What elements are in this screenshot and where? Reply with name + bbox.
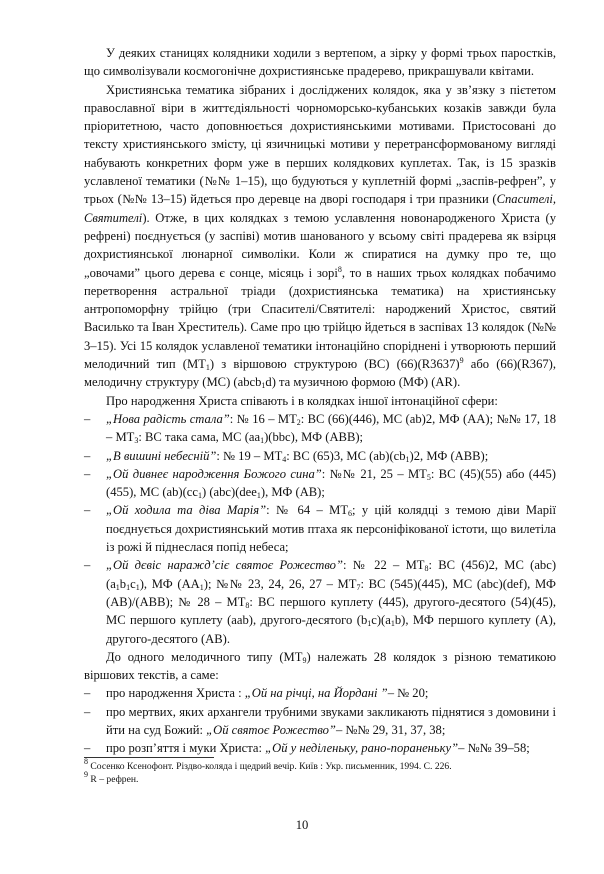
footnote-ref-8[interactable]: 8 xyxy=(337,264,342,274)
footnote-ref-9[interactable]: 9 xyxy=(459,356,464,366)
page-number: 10 xyxy=(295,818,309,832)
theme-list xyxy=(84,684,556,757)
footnote-9: $^9$ R – рефрен. xyxy=(84,770,139,785)
list-item: – „Ой дивнеє народження Божого сина”: №№ 21, $25 - МТ_5$: ВС (45)(55) або (445)(455), МС $(ab)(cc_1)$ (abc)(dee$_1$), МФ (АВ); xyxy=(84,466,556,501)
paragraph-melodic-type-9: До одного мелодичного типу $(МТ_9)$ належать 28 колядок з різною тематикою віршових текстів, а саме: xyxy=(84,649,556,683)
paragraph-other-sphere: Про народження Христа співають і в колядках іншої інтонаційної сфери: xyxy=(106,393,498,408)
list-item: – про народження Христа : „Ой на річці, на Йордані ”– № 20; xyxy=(84,686,429,701)
carol-type-list xyxy=(84,410,556,648)
footnote-divider xyxy=(84,757,214,758)
list-item: – про розп’яття і муки Христа: „Ой у неділеньку, рано-пораненьку”– №№ 39–58; xyxy=(84,741,530,756)
paragraph-vertep: У деяких станицях колядники ходили з вертепом, а зірку у формі трьох паростків, що символізували космогонічне дохристиянське прадерево, прикрашували квітами. xyxy=(84,46,556,79)
body-text xyxy=(84,44,556,758)
list-item: – „Нова радість стала”: № $16 - МТ_2$: ВС (66)(446), МС (ab)2, МФ (АА); №№ 17, $18 - МТ_3$: ВС така сама, МС $(aa_1)(bbc)$, МФ (АВВ); xyxy=(84,411,556,446)
list-item: – про мертвих, яких архангели трубними звуками закликають піднятися з домовини і йти на суд Божий: „Ой святоє Рожество”– №№ 29, 31, 37, 38; xyxy=(84,704,556,737)
footnote-8: $^8$ Сосенко Ксенофонт. Різдво-коляда і щедрий вечір. Київ : Укр. письменник, 1994. С. 226. xyxy=(84,757,452,772)
footnotes xyxy=(84,757,556,786)
list-item: – „В вишині небесній”: № $19 - МТ_4$: ВС (65)3, МС $(ab)(cb_1)2$, МФ (АВВ); xyxy=(84,448,489,464)
list-item: – „Ой ходила та діва Марія”: № $64 - МТ_6$; у цій колядці з темою діви Марії поєднується дохристиянський мотив птаха як персоніфікованої істоти, що вилетіла із рожі й піднеслася попід небеса; xyxy=(84,503,556,555)
paragraph-christian-themes: Християнська тематика зібраних і досліджених колядок, яка у зв’язку з пієтетом православної віри в життєдіяльності чорноморсько-кубанських козаків завжди була пріоритетною, часто доповнюється дохристиянськими мотивами. Пристосовані до тексту християнського змісту, ці язичницькі мотиви у перетрансформованому вигляді набувають конкретних форм уже в перших колядкових куплетах. Так, із 15 зразків уславленої тематики (№№ 1–15), що будуються у куплетній формі „заспів-рефрен”, у трьох (№№ 13–15) йдеться про деревце на дворі господаря і три празники (Спасителі, Святителі). Отже, в цих колядках з темою уславлення новонародженого Христа (у рефрені) поєднується (у заспіві) мотив шанованого у всьому світі прадерева як взірця дохристиянської люнарної символіки. Коли ж спиратися на думку про те, що „овочами” цього дерева є сонце, місяць і зорі$^8$, то в наших трьох колядках побачимо перетворення астральної тріади (дохристиянська тематика) на християнську антропоморфну трійцю (три Спасителі/Святителі: народжений Христос, святий Василько та Іван Хреститель). Саме про цю трійцю йдеться в заспівах 13 колядок (№№ 3–15). Усі 15 колядок уславленої тематики інтонаційно споріднені і утворюють перший мелодичний тип $(МТ_1)$ з віршовою структурою (ВС) $(66)(R3637)^9$ або (66)(R367), мелодичну структуру (МС) (abcb$_1$d) та музичною формою (МФ) (АR). xyxy=(84,82,557,391)
list-item: – „Ой дєвіс наражд’сіє святоє Рожество”: № $22 - МТ_8$: ВС (456)2, МС $(abc)(a_1b_1c_1)$, МФ $(АА_1)$; №№ 23, 24, 26, $27 - МТ_7$: ВС (545)(445), МС (abc)(def), МФ (АВ)/(АВВ); № $28 - МТ_8$: ВС першого куплету (445), другого-десятого (54)(45), МС першого куплету (aab), другого-десятого $(b_1c)(a_1b)$, МФ першого куплету (А), другого-десятого (АВ). xyxy=(84,558,557,646)
